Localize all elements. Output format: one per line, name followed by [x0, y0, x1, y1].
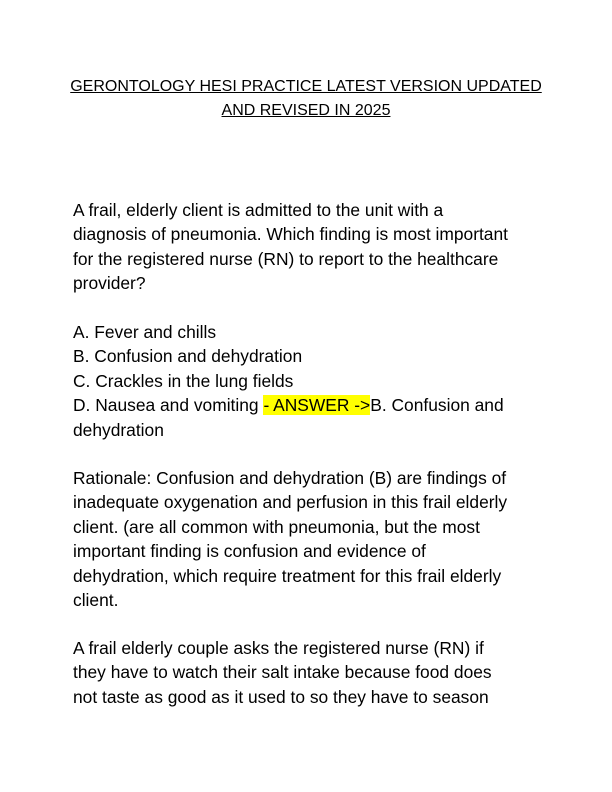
- answer-text-continued: dehydration: [73, 419, 164, 440]
- document-title: [60, 75, 552, 123]
- rationale-line: important finding is confusion and evidence of: [73, 541, 426, 562]
- option-b: B. Confusion and dehydration: [73, 346, 303, 367]
- rationale: [73, 466, 548, 612]
- rationale-line: inadequate oxygenation and perfusion in this frail elderly: [73, 492, 508, 513]
- question-1-stem-line: provider?: [73, 273, 146, 294]
- question-1-stem-line: diagnosis of pneumonia. Which finding is most important: [73, 224, 508, 245]
- rationale-line: client.: [73, 590, 119, 611]
- question-1-stem-line: for the registered nurse (RN) to report to the healthcare: [73, 248, 499, 269]
- option-c: C. Crackles in the lung fields: [73, 370, 294, 391]
- rationale-line: dehydration, which require treatment for this frail elderly: [73, 565, 502, 586]
- rationale-line: Rationale: Confusion and dehydration (B) are findings of: [73, 468, 507, 488]
- question-2-stem-line: not taste as good as it used to so they have to season: [73, 686, 489, 707]
- title-line-2: AND REVISED IN 2025: [221, 102, 391, 119]
- answer-marker: - ANSWER ->: [263, 395, 371, 416]
- answer-text: B. Confusion and: [370, 395, 504, 416]
- rationale-line: client. (are all common with pneumonia, but the most: [73, 516, 480, 537]
- question-1-options: [73, 320, 548, 442]
- title-line-1: GERONTOLOGY HESI PRACTICE LATEST VERSION UPDATED: [70, 78, 542, 95]
- question-1-stem: [73, 198, 548, 296]
- option-d-line: [73, 393, 548, 417]
- question-2-stem: [73, 636, 548, 709]
- question-2-stem-line: A frail elderly couple asks the registered nurse (RN) if: [73, 638, 484, 658]
- option-a: A. Fever and chills: [73, 322, 217, 342]
- question-2-stem-line: they have to watch their salt intake because food does: [73, 662, 492, 683]
- option-d: D. Nausea and vomiting: [73, 395, 264, 416]
- question-1-stem-line: A frail, elderly client is admitted to the unit with a: [73, 200, 444, 220]
